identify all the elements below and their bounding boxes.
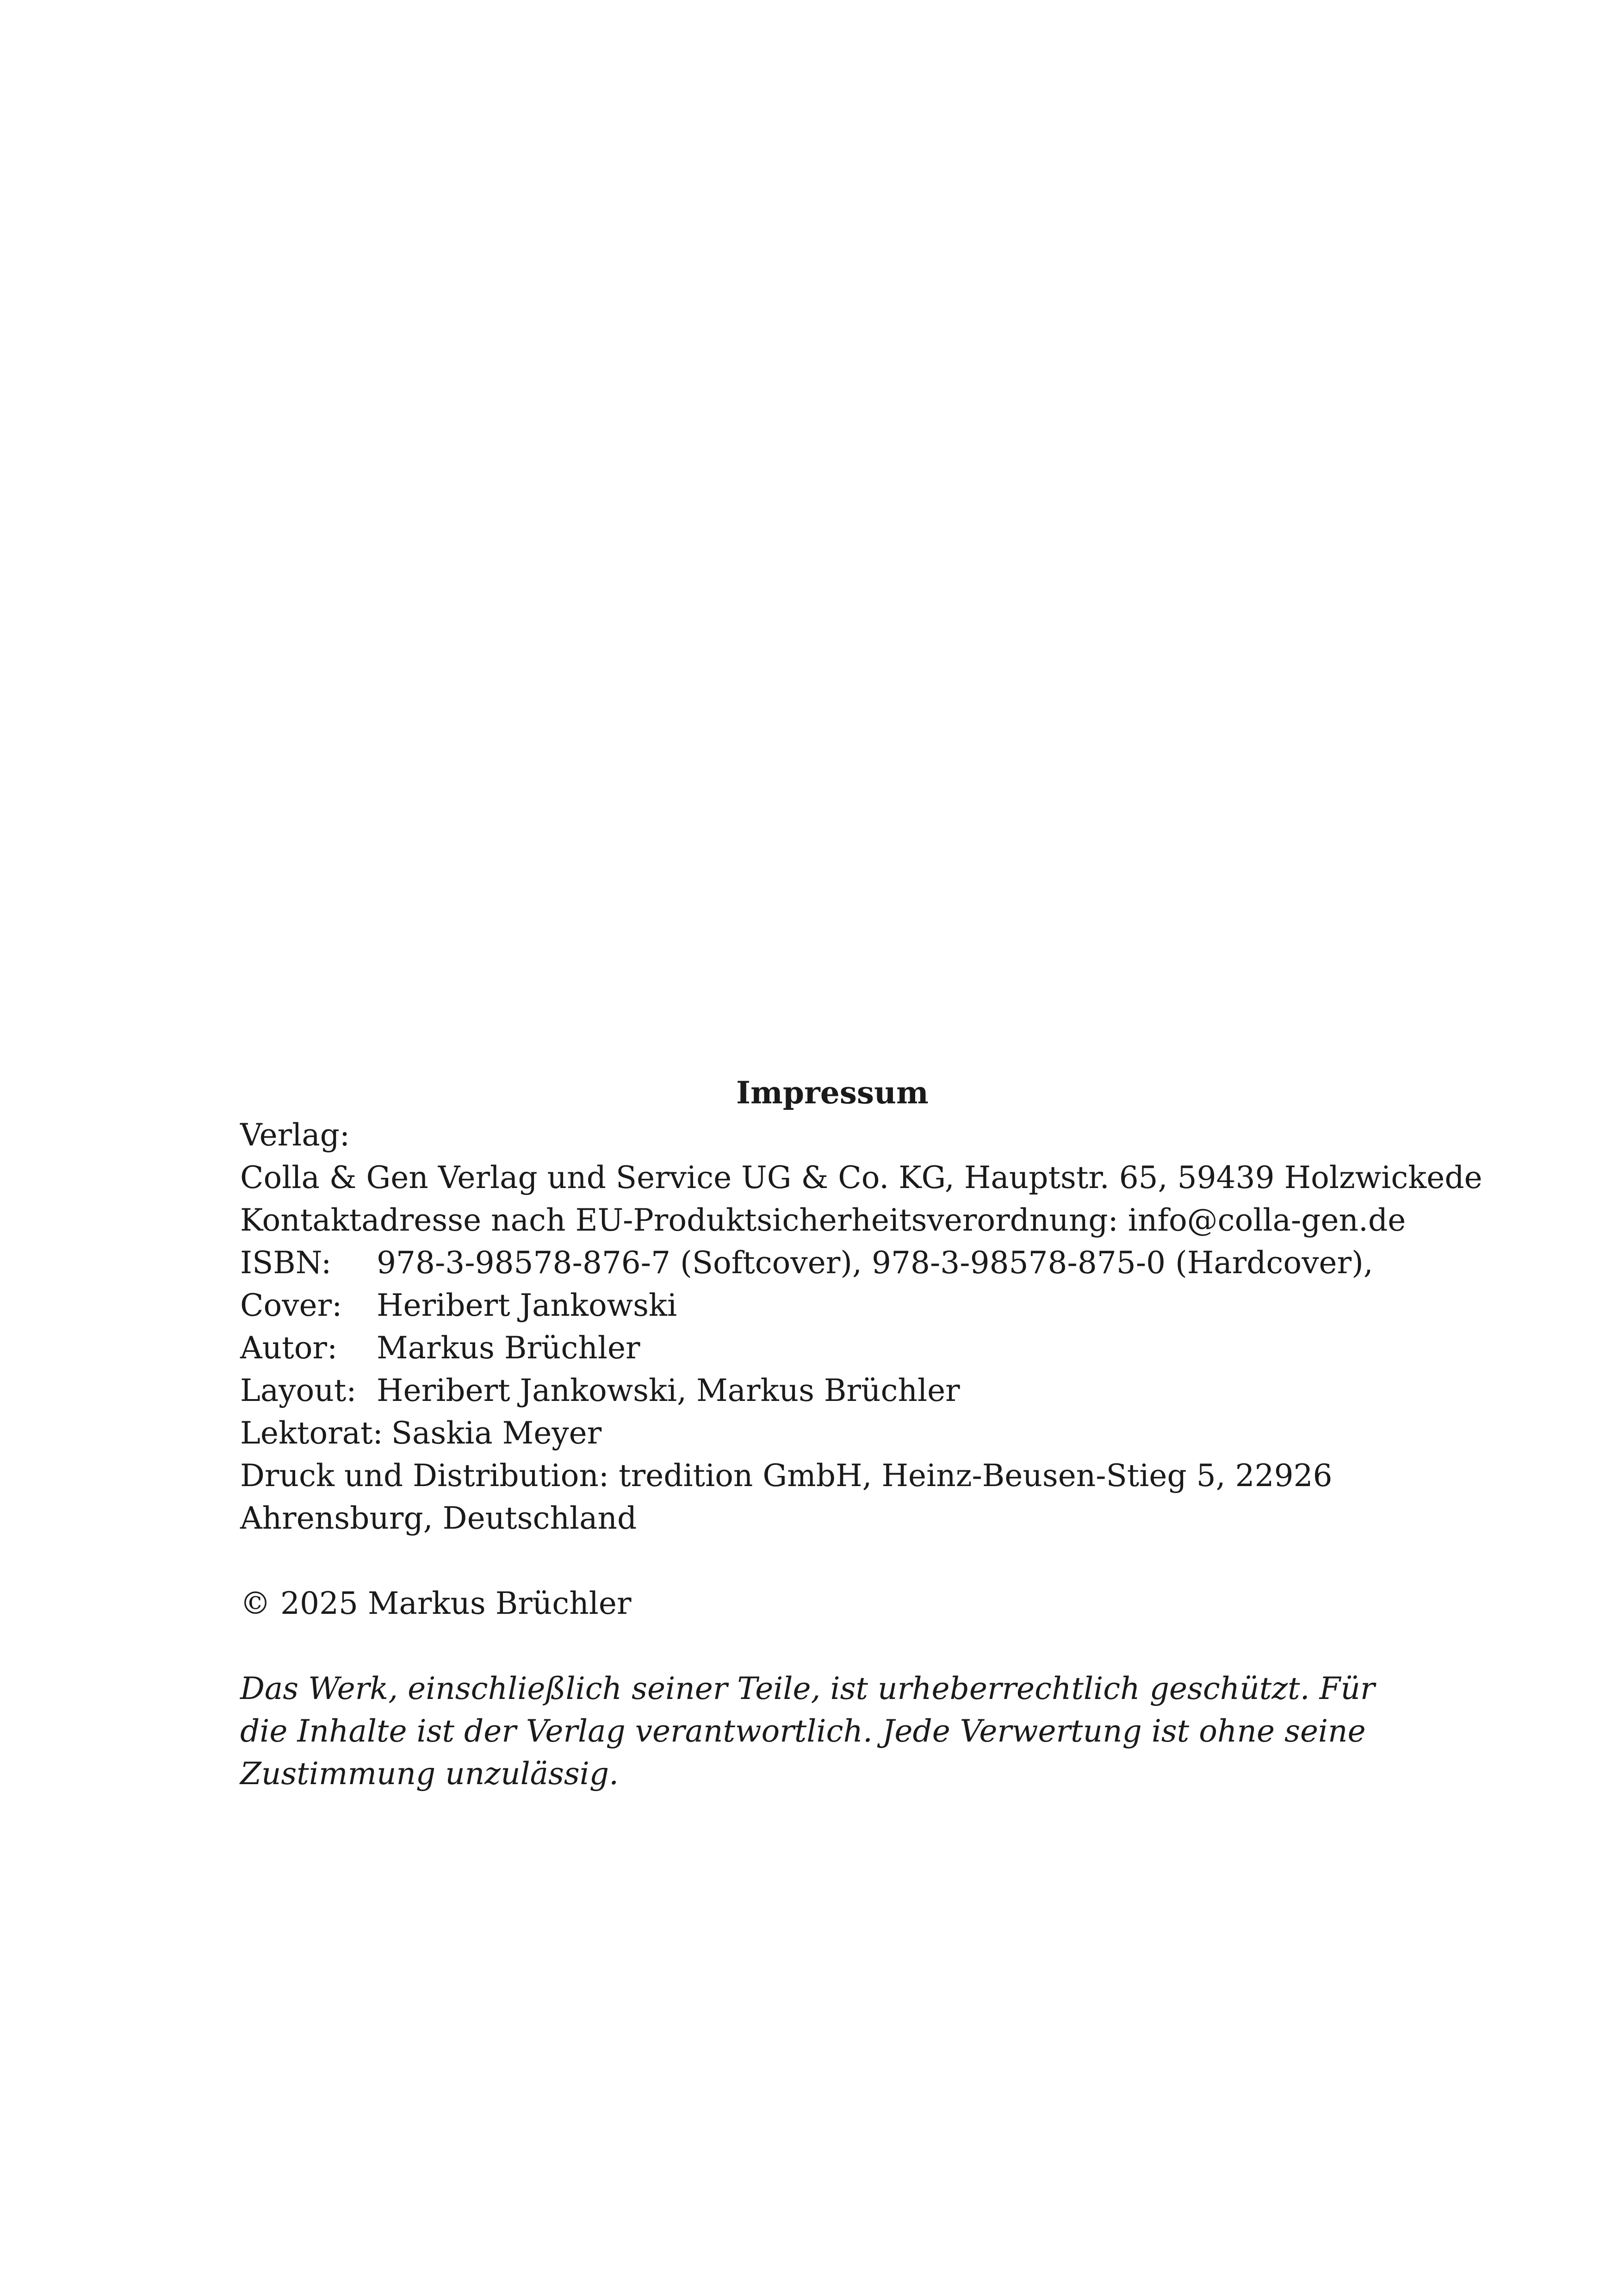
copyright-notice: Das Werk, einschließlich seiner Teile, ist urheberrechtlich geschützt. Für die Inhalte ist der Verlag verantwortlich. Jede Verwertung ist ohne seine Zustimmung unzulässig.: [240, 1671, 1375, 1792]
layout-row: [240, 1369, 1425, 1412]
cover-label: Cover:: [240, 1288, 342, 1323]
isbn-row: [240, 1242, 1425, 1284]
copyright-line: © 2025 Markus Brüchler: [240, 1586, 632, 1621]
impressum-block: [240, 1071, 1482, 1795]
isbn-value: 978-3-98578-876-7 (Softcover), 978-3-98578-875-0 (Hardcover),: [377, 1245, 1373, 1281]
cover-value: Heribert Jankowski: [377, 1288, 677, 1323]
spacer: [240, 1540, 1425, 1582]
druck-line: Druck und Distribution: tredition GmbH, Heinz-Beusen-Stieg 5, 22926 Ahrensburg, Deutschland: [240, 1458, 1333, 1536]
lektorat-row: [240, 1412, 1425, 1455]
verlag-address: Colla & Gen Verlag und Service UG & Co. KG, Hauptstr. 65, 59439 Holzwickede: [240, 1160, 1482, 1195]
autor-value: Markus Brüchler: [377, 1330, 640, 1366]
autor-label: Autor:: [240, 1330, 338, 1366]
lektorat-label: Lektorat:: [240, 1415, 383, 1451]
layout-label: Layout:: [240, 1373, 357, 1408]
verlag-label: Verlag:: [240, 1117, 350, 1153]
spacer: [240, 1625, 1425, 1668]
lektorat-value: Saskia Meyer: [391, 1415, 602, 1451]
impressum-title: Impressum: [736, 1075, 929, 1111]
isbn-label: ISBN:: [240, 1245, 332, 1281]
autor-row: [240, 1327, 1425, 1369]
layout-value: Heribert Jankowski, Markus Brüchler: [377, 1373, 960, 1408]
cover-row: [240, 1284, 1425, 1327]
kontakt-line: Kontaktadresse nach EU-Produktsicherheitsverordnung: info@colla-gen.de: [240, 1202, 1406, 1238]
